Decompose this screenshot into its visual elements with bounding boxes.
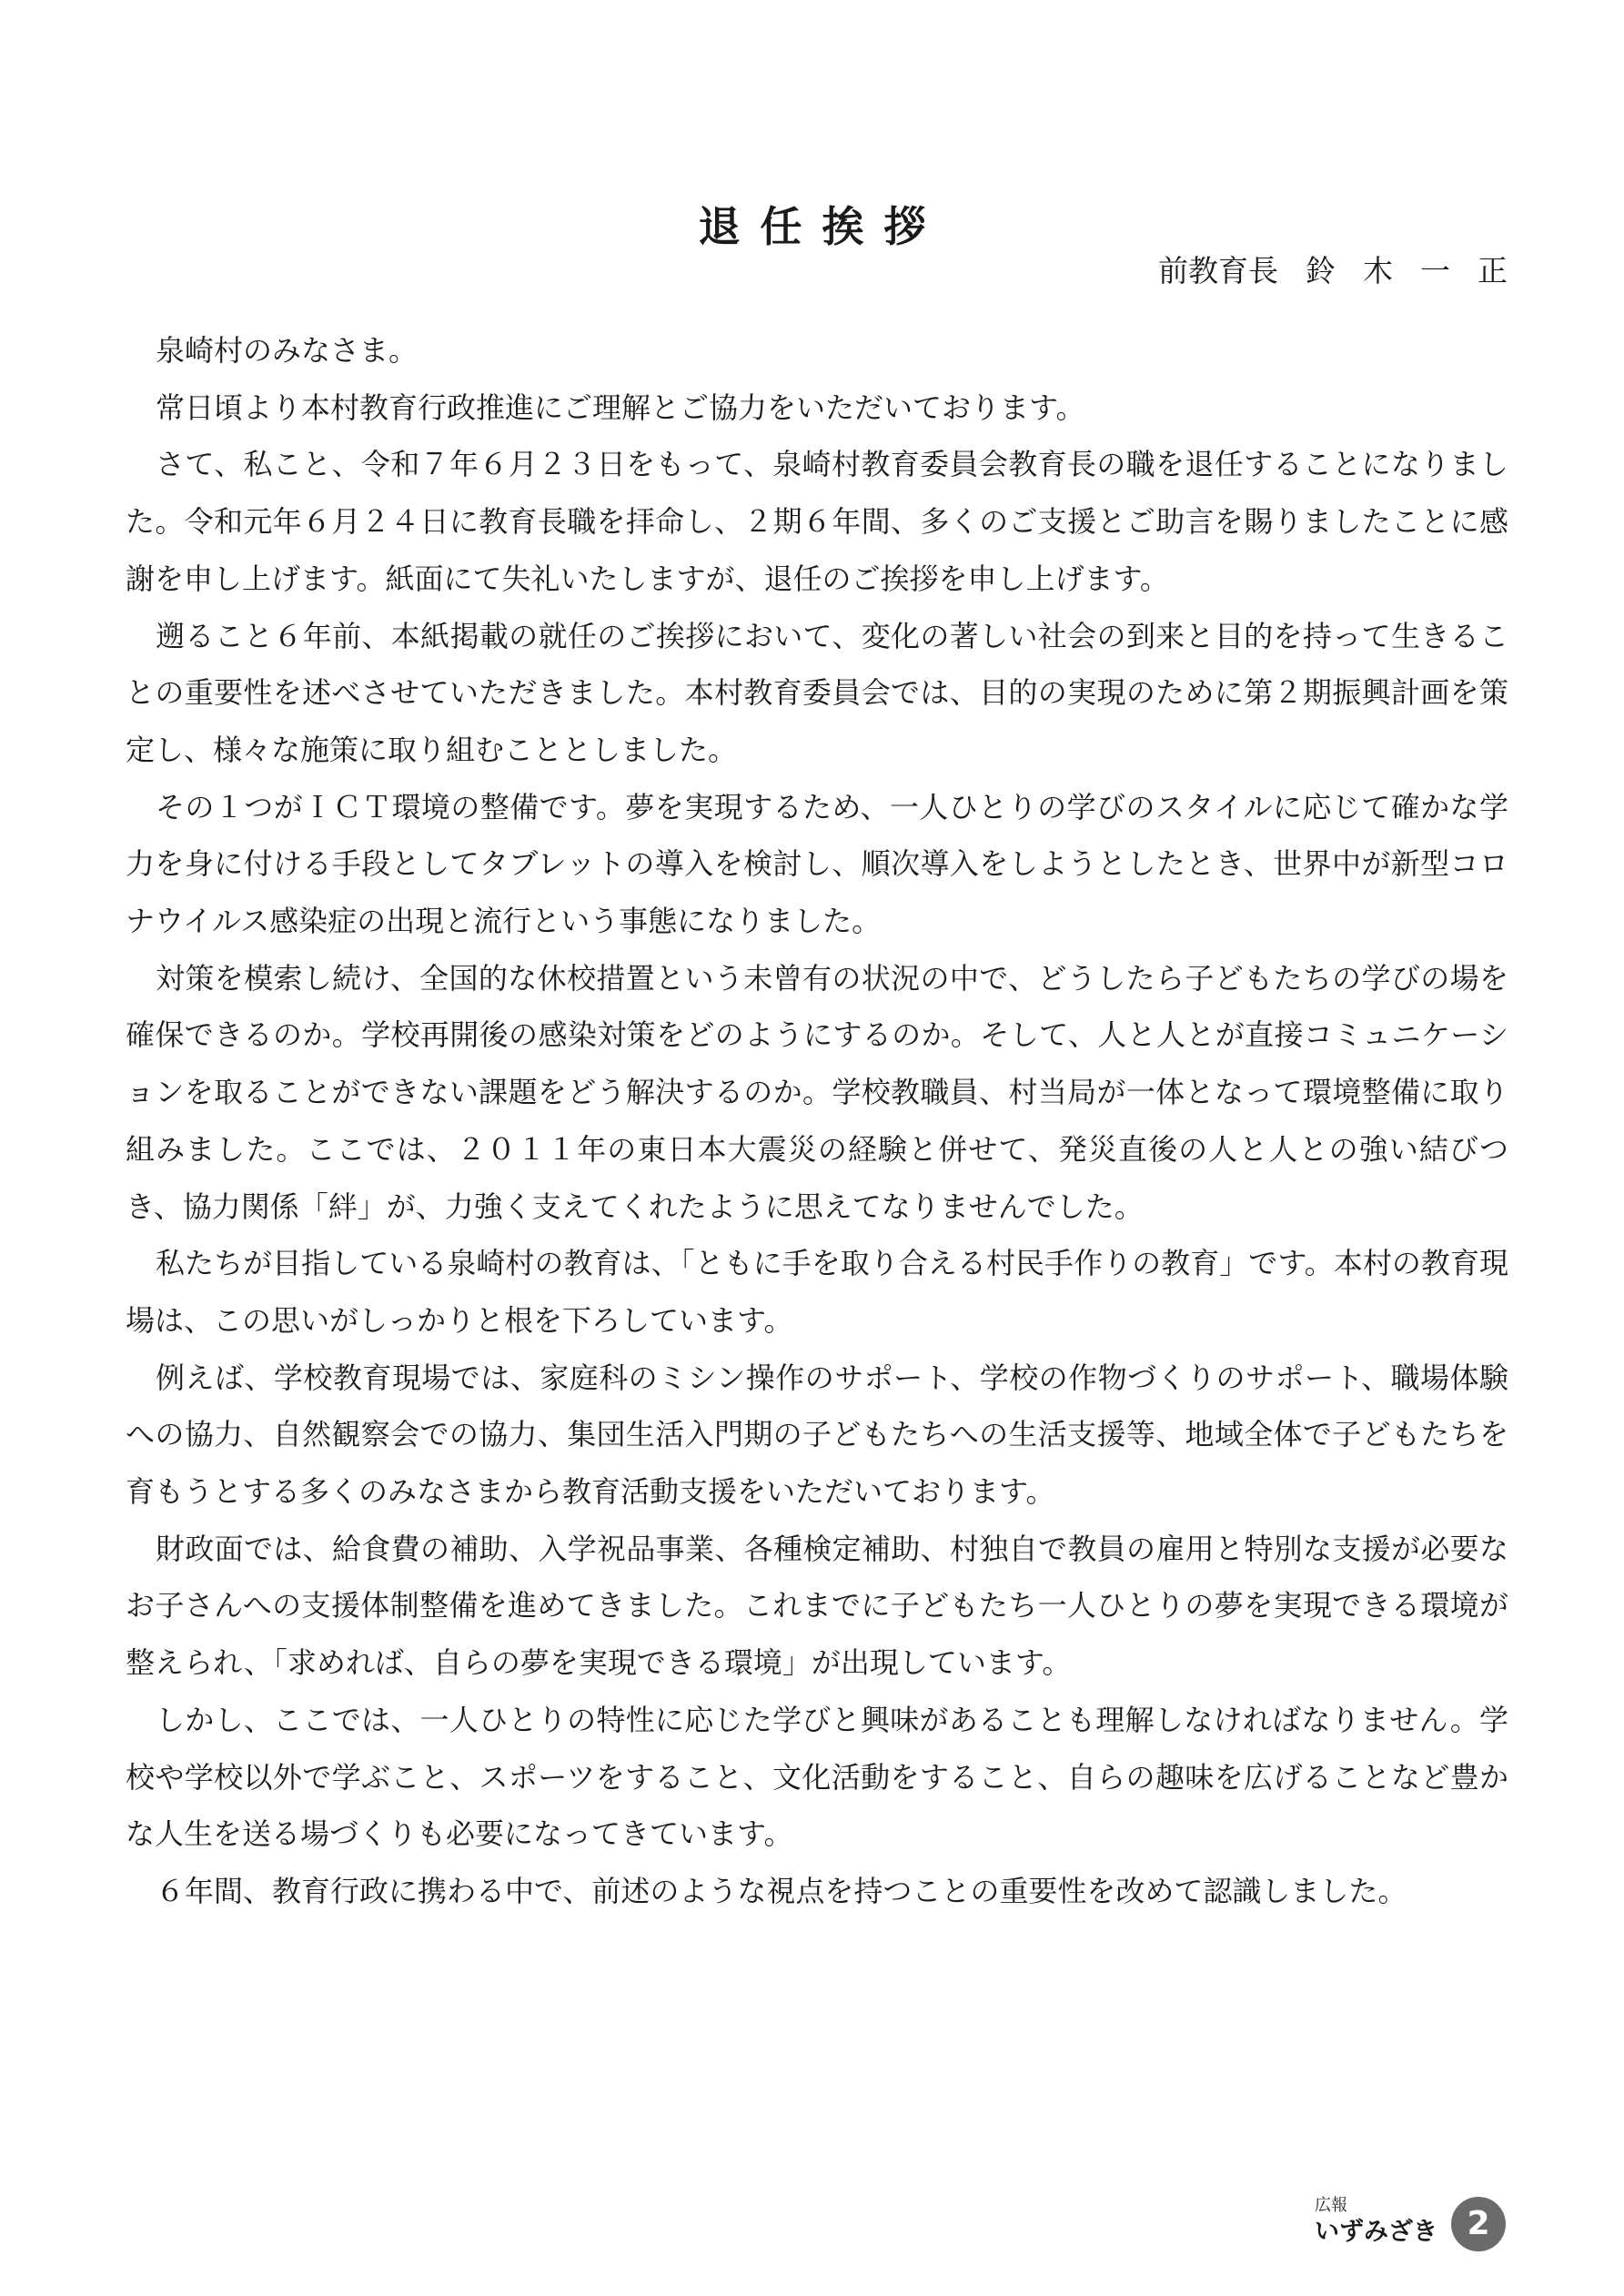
paragraph: 私たちが目指している泉崎村の教育は、「ともに手を取り合える村民手作りの教育」です。本村の教育現場は、この思いがしっかりと根を下ろしています。	[126, 1246, 1508, 1338]
paragraph: しかし、ここでは、一人ひとりの特性に応じた学びと興味があることも理解しなければなりません。学校や学校以外で学ぶこと、スポーツをすること、文化活動をすること、自らの趣味を広げることなど豊かな人生を送る場づくりも必要になってきています。	[126, 1702, 1508, 1852]
paragraph: 遡ること６年前、本紙掲載の就任のご挨拶において、変化の著しい社会の到来と目的を持って生きることの重要性を述べさせていただきました。本村教育委員会では、目的の実現のために第２期振興計画を策定し、様々な施策に取り組むこととしました。	[126, 618, 1508, 767]
publication-name: いずみざき	[1315, 2218, 1437, 2246]
author-line	[1158, 251, 1535, 291]
paragraph: 常日頃より本村教育行政推進にご理解とご協力をいただいております。	[156, 389, 1085, 425]
document-title: 退任挨拶	[698, 201, 946, 251]
footer-label-small: 広報	[1315, 2196, 1347, 2215]
paragraph: さて、私こと、令和７年６月２３日をもって、泉崎村教育委員会教育長の職を退任することになりました。令和元年６月２４日に教育長職を拝命し、２期６年間、多くのご支援とご助言を賜りましたことに感謝を申し上げます。紙面にて失礼いたしますが、退任のご挨拶を申し上げます。	[126, 447, 1508, 596]
author-name: 鈴木一正	[1306, 253, 1535, 288]
paragraph: ６年間、教育行政に携わる中で、前述のような視点を持つことの重要性を改めて認識しました。	[156, 1873, 1407, 1908]
paragraph: 財政面では、給食費の補助、入学祝品事業、各種検定補助、村独自で教員の雇用と特別な支援が必要なお子さんへの支援体制整備を進めてきました。これまでに子どもたち一人ひとりの夢を実現できる環境が整えられ、「求めれば、自らの夢を実現できる環境」が出現しています。	[126, 1531, 1508, 1681]
paragraph: 泉崎村のみなさま。	[156, 333, 419, 368]
paragraph: 対策を模索し続け、全国的な休校措置という未曾有の状況の中で、どうしたら子どもたちの学びの場を確保できるのか。学校再開後の感染対策をどのようにするのか。そして、人と人とが直接コミュニケーションを取ることができない課題をどう解決するのか。学校教職員、村当局が一体となって環境整備に取り組みました。ここでは、２０１１年の東日本大震災の経験と併せて、発災直後の人と人との強い結びつき、協力関係「絆」が、力強く支えてくれたように思えてなりませんでした。	[126, 960, 1508, 1224]
author-role: 前教育長	[1158, 253, 1278, 288]
paragraph: 例えば、学校教育現場では、家庭科のミシン操作のサポート、学校の作物づくりのサポート、職場体験への協力、自然観察会での協力、集団生活入門期の子どもたちへの生活支援等、地域全体で子どもたちを育もうとする多くのみなさまから教育活動支援をいただいております。	[126, 1360, 1508, 1510]
page-footer	[1315, 2196, 1515, 2254]
document-body	[126, 322, 1508, 1920]
page-number-badge: 2	[1451, 2197, 1506, 2251]
paragraph: その１つがＩＣＴ環境の整備です。夢を実現するため、一人ひとりの学びのスタイルに応じて確かな学力を身に付ける手段としてタブレットの導入を検討し、順次導入をしようとしたとき、世界中が新型コロナウイルス感染症の出現と流行という事態になりました。	[126, 789, 1508, 939]
